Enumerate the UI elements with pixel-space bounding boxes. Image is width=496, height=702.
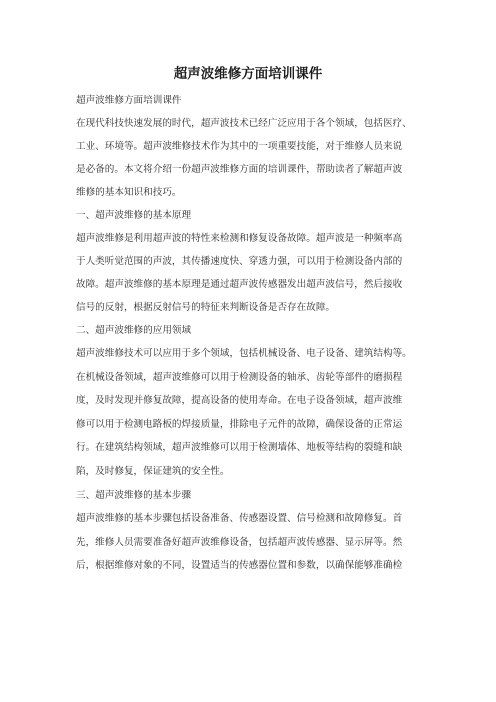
subtitle-line: 超声波维修方面培训课件 [76,95,182,106]
section-heading: 三、超声波维修的基本步骤 [76,490,192,501]
section-heading: 一、超声波维修的基本原理 [76,210,192,221]
paragraph-line: 在机械设备领域，超声波维修可以用于检测设备的轴承、齿轮等部件的磨损程 [76,372,403,383]
paragraph-line: 工业、环境等。超声波维修技术作为其中的一项重要技能，对于维修人员来说 [76,141,403,152]
paragraph-line: 于人类听觉范围的声波，其传播速度快、穿透力强，可以用于检测设备内部的 [76,256,403,267]
paragraph-line: 在现代科技快速发展的时代，超声波技术已经广泛应用于各个领域，包括医疗、 [76,118,412,129]
paragraph-line: 修可以用于检测电路板的焊接质量，排除电子元件的故障，确保设备的正常运 [76,419,403,430]
paragraph-line: 信号的反射，根据反射信号的特征来判断设备是否存在故障。 [76,302,336,313]
paragraph-line: 陷，及时修复，保证建筑的安全性。 [76,466,230,477]
document-title: 超声波维修方面培训课件 [173,66,323,82]
paragraph-line: 超声波维修是利用超声波的特性来检测和修复设备故障。超声波是一种频率高 [76,233,403,244]
paragraph-line: 故障。超声波维修的基本原理是通过超声波传感器发出超声波信号，然后接收 [76,279,403,290]
paragraph-line: 行。在建筑结构领域，超声波维修可以用于检测墙体、地板等结构的裂缝和缺 [76,442,403,453]
paragraph-line: 先，维修人员需要准备好超声波维修设备，包括超声波传感器、显示屏等。然 [76,537,403,548]
paragraph-line: 度，及时发现并修复故障，提高设备的使用寿命。在电子设备领域，超声波维 [76,395,403,406]
paragraph-line: 超声波维修技术可以应用于多个领域，包括机械设备、电子设备、建筑结构等。 [76,348,412,359]
section-heading: 二、超声波维修的应用领域 [76,325,192,336]
paragraph-line: 超声波维修的基本步骤包括设备准备、传感器设置、信号检测和故障修复。首 [76,513,403,524]
paragraph-line: 后，根据维修对象的不同，设置适当的传感器位置和参数，以确保能够准确检 [76,560,403,571]
paragraph-line: 维修的基本知识和技巧。 [76,187,182,198]
paragraph-line: 是必备的。本文将介绍一份超声波维修方面的培训课件，帮助读者了解超声波 [76,164,403,175]
